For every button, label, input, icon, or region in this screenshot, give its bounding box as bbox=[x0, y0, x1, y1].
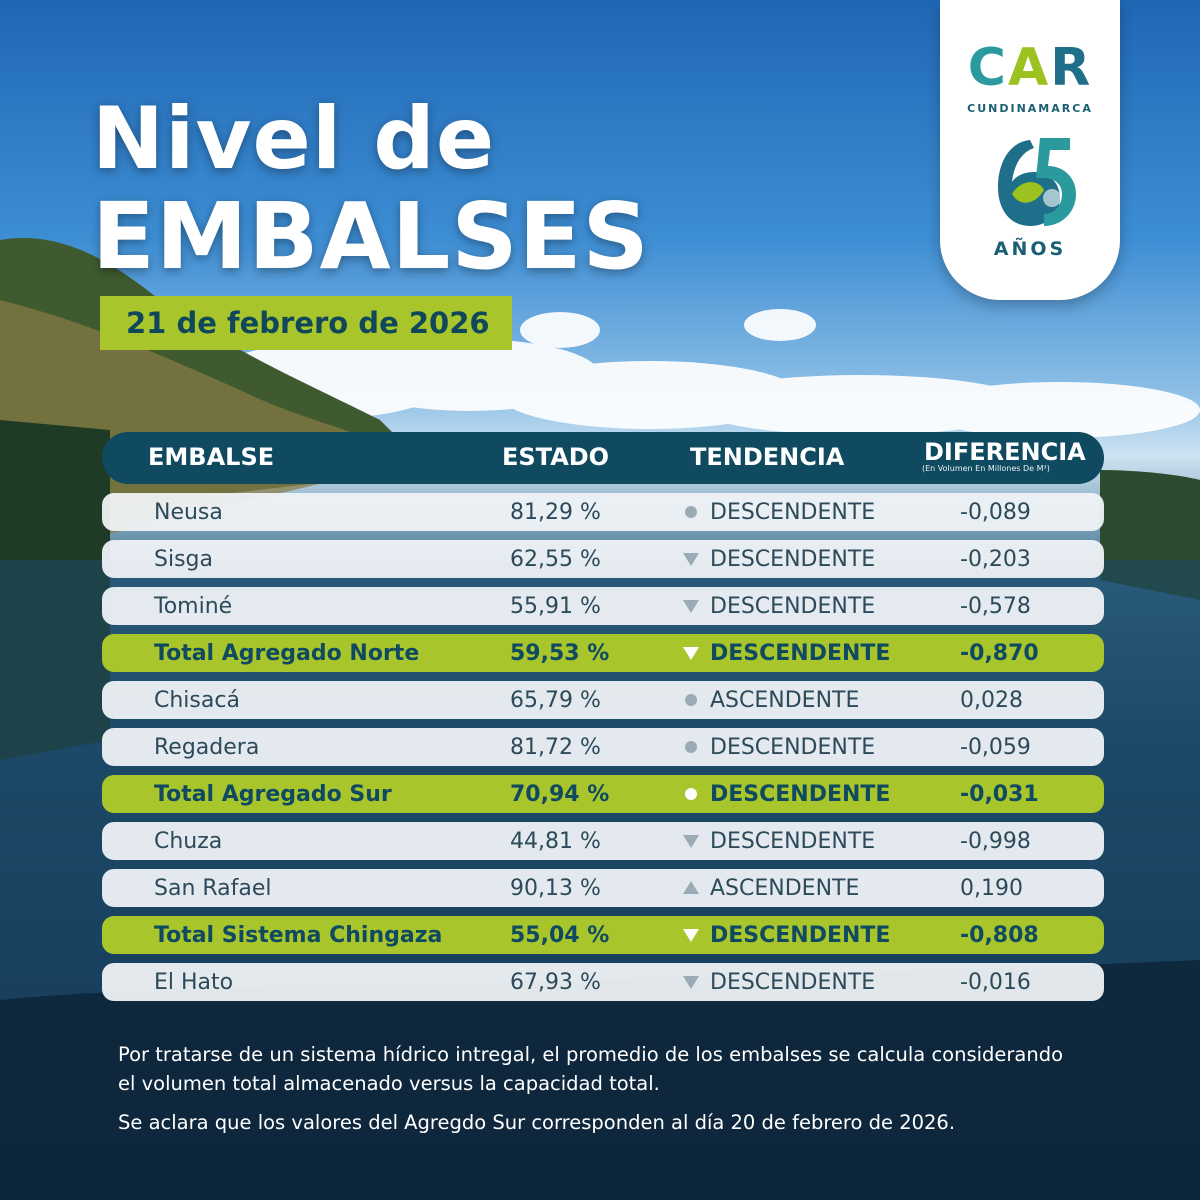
cell-diferencia: -0,016 bbox=[960, 970, 1031, 995]
cell-estado: 67,93 % bbox=[510, 970, 601, 995]
cell-diferencia: -0,031 bbox=[960, 782, 1039, 807]
car-logo-text bbox=[940, 38, 1120, 98]
header-embalse: EMBALSE bbox=[148, 443, 275, 471]
cell-embalse: Neusa bbox=[154, 500, 223, 525]
cell-diferencia: -0,203 bbox=[960, 547, 1031, 572]
cell-tendencia: DESCENDENTE bbox=[710, 923, 891, 948]
table-row bbox=[102, 822, 1104, 860]
cell-estado: 90,13 % bbox=[510, 876, 601, 901]
dot-icon bbox=[680, 500, 702, 524]
car-logo bbox=[940, 0, 1120, 300]
cell-embalse: Chisacá bbox=[154, 688, 240, 713]
triangle-up-icon bbox=[680, 876, 702, 900]
table-row bbox=[102, 681, 1104, 719]
cell-diferencia: -0,808 bbox=[960, 923, 1039, 948]
triangle-down-icon bbox=[680, 923, 702, 947]
cell-diferencia: 0,190 bbox=[960, 876, 1023, 901]
cell-tendencia: ASCENDENTE bbox=[710, 688, 860, 713]
cell-diferencia: -0,089 bbox=[960, 500, 1031, 525]
logo-letter-c: C bbox=[967, 38, 1008, 98]
footnote-2: Se aclara que los valores del Agregdo Sur corresponden al día 20 de febrero de 2026. bbox=[118, 1111, 956, 1134]
footnote-1: Por tratarse de un sistema hídrico intregal, el promedio de los embalses se calcula considerando el volumen total almacenado versus la capacidad total. bbox=[118, 1043, 1064, 1095]
cell-diferencia: 0,028 bbox=[960, 688, 1023, 713]
cell-estado: 81,29 % bbox=[510, 500, 601, 525]
cell-estado: 65,79 % bbox=[510, 688, 601, 713]
cell-embalse: Sisga bbox=[154, 547, 213, 572]
triangle-down-icon bbox=[680, 594, 702, 618]
reservoir-table bbox=[102, 432, 1104, 1001]
cell-embalse: Total Agregado Norte bbox=[154, 641, 420, 666]
table-header bbox=[102, 432, 1104, 484]
table-body bbox=[102, 493, 1104, 1001]
cell-tendencia: DESCENDENTE bbox=[710, 970, 876, 995]
table-row bbox=[102, 728, 1104, 766]
table-row bbox=[102, 493, 1104, 531]
dot-icon bbox=[680, 735, 702, 759]
triangle-down-icon bbox=[680, 970, 702, 994]
table-row bbox=[102, 540, 1104, 578]
cell-estado: 44,81 % bbox=[510, 829, 601, 854]
triangle-down-icon bbox=[680, 829, 702, 853]
cell-estado: 55,04 % bbox=[510, 923, 610, 948]
logo-letter-r: R bbox=[1050, 38, 1093, 98]
cell-diferencia: -0,870 bbox=[960, 641, 1039, 666]
cell-embalse: Total Agregado Sur bbox=[154, 782, 392, 807]
table-row bbox=[102, 963, 1104, 1001]
cell-tendencia: DESCENDENTE bbox=[710, 547, 876, 572]
page-title bbox=[92, 89, 650, 290]
cell-estado: 70,94 % bbox=[510, 782, 610, 807]
cell-embalse: Chuza bbox=[154, 829, 223, 854]
table-row-total bbox=[102, 634, 1104, 672]
header-estado: ESTADO bbox=[502, 443, 610, 471]
cell-diferencia: -0,059 bbox=[960, 735, 1031, 760]
triangle-down-icon bbox=[680, 641, 702, 665]
cell-embalse: Total Sistema Chingaza bbox=[154, 923, 443, 948]
cell-tendencia: DESCENDENTE bbox=[710, 594, 876, 619]
cell-tendencia: ASCENDENTE bbox=[710, 876, 860, 901]
cell-embalse: San Rafael bbox=[154, 876, 272, 901]
dot-icon bbox=[680, 688, 702, 712]
cell-tendencia: DESCENDENTE bbox=[710, 641, 891, 666]
table-row-total bbox=[102, 916, 1104, 954]
title-line-1: Nivel de bbox=[92, 89, 496, 189]
cell-diferencia: -0,998 bbox=[960, 829, 1031, 854]
cell-tendencia: DESCENDENTE bbox=[710, 782, 891, 807]
cell-tendencia: DESCENDENTE bbox=[710, 735, 876, 760]
footnotes bbox=[118, 1040, 1078, 1147]
cell-estado: 59,53 % bbox=[510, 641, 610, 666]
cell-diferencia: -0,578 bbox=[960, 594, 1031, 619]
cell-tendencia: DESCENDENTE bbox=[710, 829, 876, 854]
header-tendencia: TENDENCIA bbox=[690, 443, 845, 471]
logo-subtitle: CUNDINAMARCA bbox=[967, 102, 1093, 115]
cell-estado: 55,91 % bbox=[510, 594, 601, 619]
cell-estado: 81,72 % bbox=[510, 735, 601, 760]
dot-icon bbox=[680, 782, 702, 806]
table-row bbox=[102, 587, 1104, 625]
title-line-2: EMBALSES bbox=[92, 183, 650, 290]
triangle-down-icon bbox=[680, 547, 702, 571]
table-row-total bbox=[102, 775, 1104, 813]
cell-embalse: El Hato bbox=[154, 970, 234, 995]
cell-embalse: Tominé bbox=[154, 594, 233, 619]
header-diferencia: DIFERENCIA bbox=[924, 438, 1086, 466]
logo-letter-a: A bbox=[1007, 38, 1051, 98]
logo-years-label: AÑOS bbox=[993, 238, 1067, 260]
header-diferencia-subtitle: (En Volumen En Millones De M³) bbox=[922, 464, 1050, 473]
sixty-five-years-icon bbox=[990, 132, 1080, 232]
cell-estado: 62,55 % bbox=[510, 547, 601, 572]
date-badge: 21 de febrero de 2026 bbox=[100, 296, 512, 350]
cell-embalse: Regadera bbox=[154, 735, 260, 760]
cell-tendencia: DESCENDENTE bbox=[710, 500, 876, 525]
table-row bbox=[102, 869, 1104, 907]
